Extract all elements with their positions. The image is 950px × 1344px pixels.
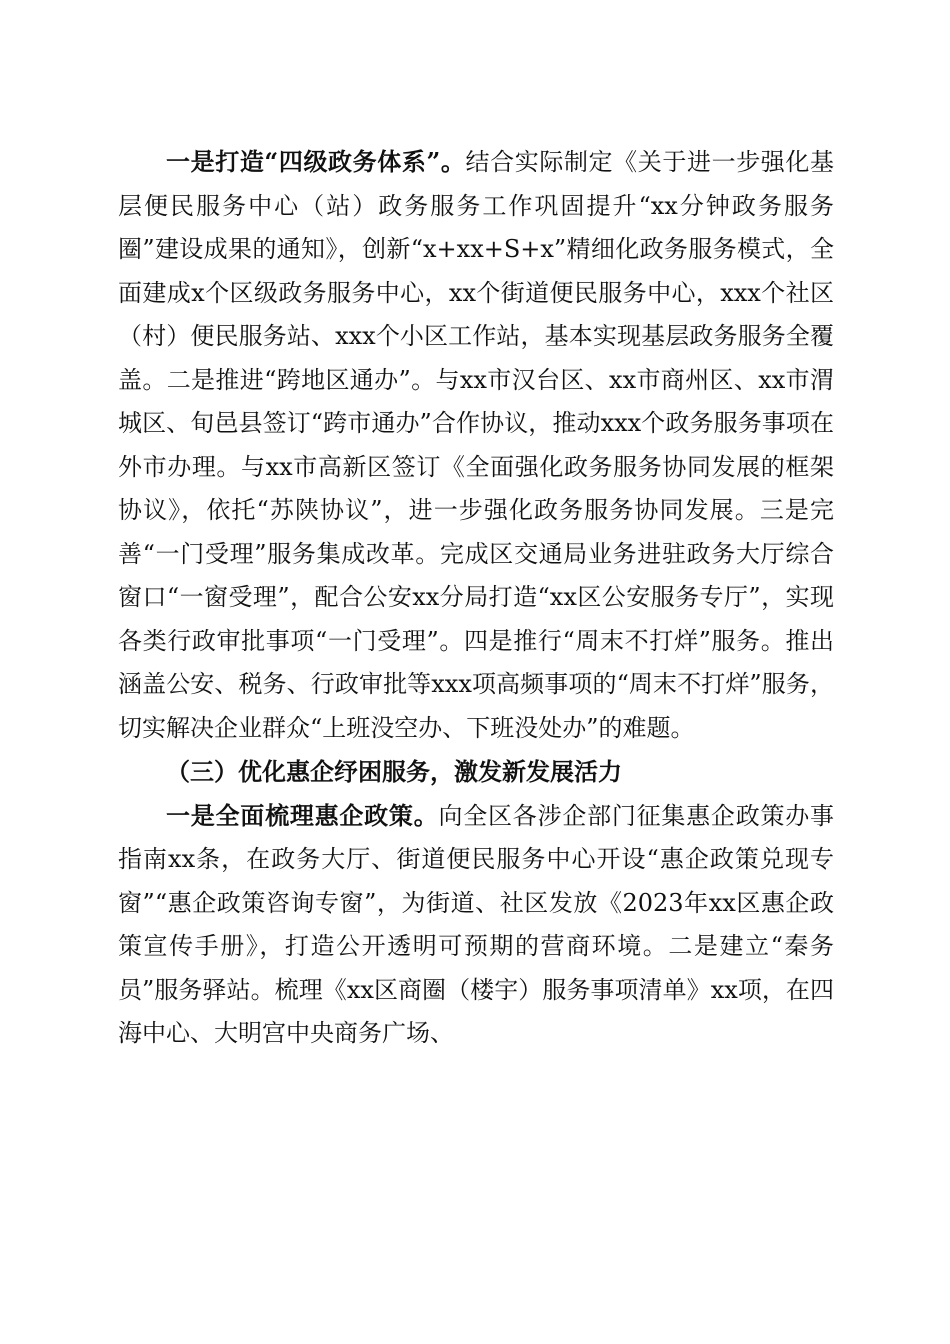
section-heading: （三）优化惠企纾困服务，激发新发展活力 [166, 757, 622, 786]
paragraph-text: 结合实际制定《关于进一步强化基层便民服务中心（站）政务服务工作巩固提升“xx分钟政务服务圈”建设成果的通知》，创新“x+xx+S+x”精细化政务服务模式，全面建成x个区级政务服务中心，xx个街道便民服务中心，xxx个社区（村）便民服务站、xxx个小区工作站，基本实现基层政务服务全覆盖。二是推进“跨地区通办”。与xx市汉台区、xx市商州区、xx市渭城区、旬邑县签订“跨市通办”合作协议，推动xxx个政务服务事项在外市办理。与xx市高新区签订《全面强化政务服务协同发展的框架协议》，依托“苏陕协议”，进一步强化政务服务协同发展。三是完善“一门受理”服务集成改革。完成区交通局业务进驻政务大厅综合窗口“一窗受理”，配合公安xx分局打造“xx区公安服务专厅”，实现各类行政审批事项“一门受理”。四是推行“周末不打烊”服务。推出涵盖公安、税务、行政审批等xxx项高频事项的“周末不打烊”服务，切实解决企业群众“上班没空办、下班没处办”的难题。 [118, 148, 835, 742]
paragraph-lead: 一是打造“四级政务体系”。 [166, 147, 466, 176]
document-body [118, 140, 834, 1056]
paragraph-text: 向全区各涉企部门征集惠企政策办事指南xx条，在政务大厅、街道便民服务中心开设“惠企政策兑现专窗”“惠企政策咨询专窗”，为街道、社区发放《2023年xx区惠企政策宣传手册》，打造公开透明可预期的营商环境。二是建立“秦务员”服务驿站。梳理《xx区商圈（楼宇）服务事项清单》xx项，在四海中心、大明宫中央商务广场、 [118, 801, 835, 1047]
paragraph-four-level-system [118, 140, 834, 750]
paragraph-lead: 一是全面梳理惠企政策。 [166, 800, 439, 830]
paragraph-enterprise-policy [118, 794, 834, 1056]
